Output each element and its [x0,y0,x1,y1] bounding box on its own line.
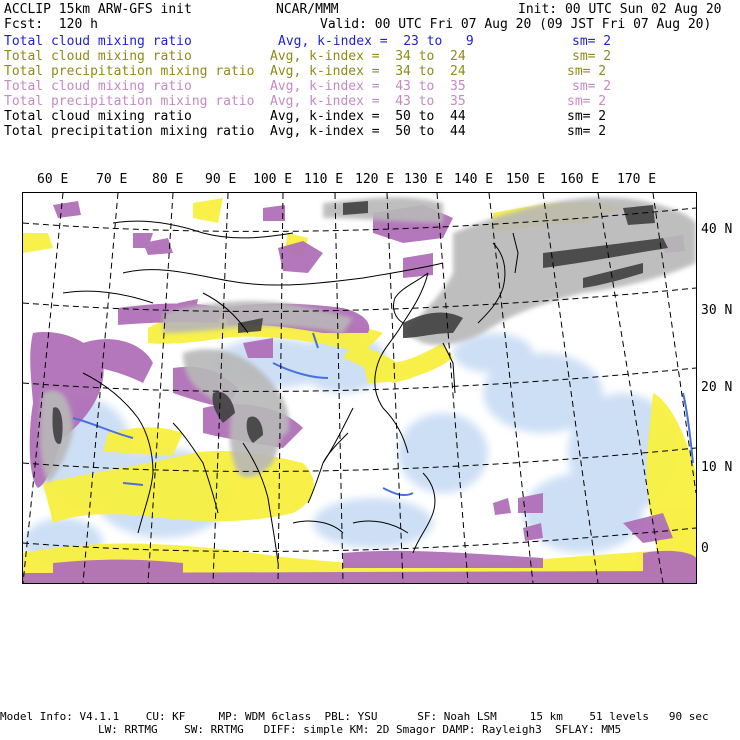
org-label: NCAR/MMM [276,2,339,17]
lon-label: 120 E [355,172,395,187]
lon-label: 170 E [617,172,657,187]
header-row-1 [4,2,736,17]
lon-label: 100 E [253,172,293,187]
header-row-2 [4,17,736,32]
map-canvas [23,193,696,583]
lat-label: 10 N [701,460,733,475]
init-time: Init: 00 UTC Sun 02 Aug 20 [518,2,722,17]
legend-field: Total cloud mixing ratio [4,79,192,94]
lon-label: 130 E [404,172,444,187]
lon-label: 110 E [304,172,344,187]
legend-smoothing: sm= 2 [567,124,607,139]
lat-label: 0 [701,541,709,556]
legend-smoothing: sm= 2 [567,94,607,109]
legend-smoothing: sm= 2 [572,34,612,49]
lat-label: 20 N [701,380,733,395]
legend-field: Total precipitation mixing ratio [4,124,255,139]
legend-field: Total cloud mixing ratio [4,49,192,64]
legend-avg: Avg, k-index = 34 to 24 [270,64,466,79]
lat-label: 40 N [701,222,733,237]
legend-smoothing: sm= 2 [567,64,607,79]
legend-avg: Avg, k-index = 50 to 44 [270,109,466,124]
lat-label: 30 N [701,303,733,318]
legend-avg: Avg, k-index = 23 to 9 [278,34,474,49]
legend-row [4,109,736,124]
model-info-line-1: Model Info: V4.1.1 CU: KF MP: WDM 6class PBL: YSU SF: Noah LSM 15 km 51 levels 90 sec [0,710,709,723]
legend-avg: Avg, k-index = 50 to 44 [270,124,466,139]
lon-label: 60 E [37,172,69,187]
legend-row [4,124,736,139]
forecast-hour: Fcst: 120 h [4,17,98,32]
legend-avg: Avg, k-index = 34 to 24 [270,49,466,64]
legend-avg: Avg, k-index = 43 to 35 [270,94,466,109]
legend-field: Total precipitation mixing ratio [4,94,255,109]
legend-smoothing: sm= 2 [572,79,612,94]
lon-label: 70 E [96,172,128,187]
lon-label: 90 E [205,172,237,187]
legend-field: Total precipitation mixing ratio [4,64,255,79]
lon-label: 160 E [560,172,600,187]
legend-row [4,94,736,109]
legend-field: Total cloud mixing ratio [4,34,192,49]
lon-label: 80 E [152,172,184,187]
legend-row [4,49,736,64]
valid-time: Valid: 00 UTC Fri 07 Aug 20 (09 JST Fri 07 Aug 20) [320,17,712,32]
legend-smoothing: sm= 2 [572,49,612,64]
model-title: ACCLIP 15km ARW-GFS init [4,2,192,17]
legend-row [4,34,736,49]
legend-smoothing: sm= 2 [567,109,607,124]
forecast-map [22,192,697,584]
legend-avg: Avg, k-index = 43 to 35 [270,79,466,94]
legend-field: Total cloud mixing ratio [4,109,192,124]
legend-row [4,64,736,79]
model-info-line-2: LW: RRTMG SW: RRTMG DIFF: simple KM: 2D Smagor DAMP: Rayleigh3 SFLAY: MM5 [98,723,622,736]
lon-label: 150 E [506,172,546,187]
legend-row [4,79,736,94]
lon-label: 140 E [454,172,494,187]
